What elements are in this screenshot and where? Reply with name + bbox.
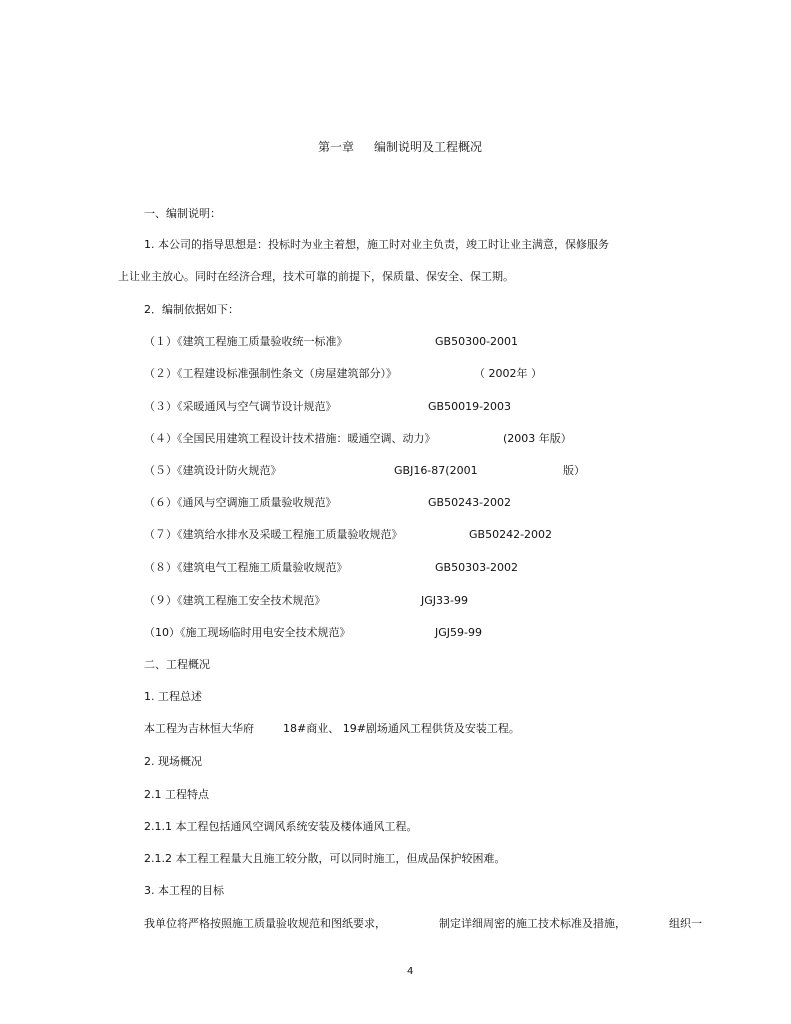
reference-code: (2003 年版） <box>503 432 572 445</box>
section-heading-1: 一、编制说明： <box>144 207 221 220</box>
reference-code: GB50303-2002 <box>435 561 519 574</box>
page-number: 4 <box>407 966 414 977</box>
reference-code: GB50242-2002 <box>469 528 553 541</box>
subsection-heading: 3. 本工程的目标 <box>144 884 224 897</box>
project-summary-b: 18#商业、 19#剧场通风工程供货及安装工程。 <box>283 722 520 735</box>
section-heading-2: 二、工程概况 <box>144 658 210 671</box>
reference-name: （９）《建筑工程施工安全技术规范》 <box>144 594 326 607</box>
reference-name: （６）《通风与空调施工质量验收规范》 <box>144 496 337 509</box>
reference-code: （ 2002年 ） <box>474 367 542 380</box>
reference-name: （１）《建筑工程施工质量验收统一标准》 <box>144 335 348 348</box>
paragraph-1-line-2: 上让业主放心。同时在经济合理，技术可靠的前提下，保质量、保安全、保工期。 <box>118 270 514 283</box>
reference-code: GB50019-2003 <box>428 400 512 413</box>
goal-text-c: 组织一 <box>669 917 702 930</box>
feature-item: 2.1.2 本工程工程量大且施工较分散，可以同时施工，但成品保护较困难。 <box>144 852 506 865</box>
reference-code: GBJ16-87(2001 <box>394 464 478 477</box>
reference-name: （３）《采暖通风与空气调节设计规范》 <box>144 400 337 413</box>
reference-name: （８）《建筑电气工程施工质量验收规范》 <box>144 561 348 574</box>
project-summary-a: 本工程为吉林恒大华府 <box>144 722 254 735</box>
reference-code: JGJ33-99 <box>421 594 468 607</box>
reference-name: （10）《施工现场临时用电安全技术规范》 <box>144 626 351 639</box>
basis-heading: 2．编制依据如下： <box>144 303 239 316</box>
subsection-heading: 2. 现场概况 <box>144 755 202 768</box>
paragraph-1-line-1: 1. 本公司的指导思想是：投标时为业主着想，施工时对业主负责，竣工时让业主满意，保修服务 <box>144 238 609 251</box>
reference-suffix: 版） <box>563 464 585 477</box>
reference-name: （５）《建筑设计防火规范》 <box>144 464 282 477</box>
chapter-title: 编制说明及工程概况 <box>374 140 483 154</box>
goal-text-a: 我单位将严格按照施工质量验收规范和图纸要求， <box>144 917 386 930</box>
subsection-heading: 2.1 工程特点 <box>144 788 209 801</box>
reference-code: JGJ59-99 <box>435 626 482 639</box>
subsection-heading: 1. 工程总述 <box>144 690 202 703</box>
feature-item: 2.1.1 本工程包括通风空调风系统安装及楼体通风工程。 <box>144 820 418 833</box>
reference-name: （２）《工程建设标准强制性条文（房屋建筑部分）》 <box>144 367 397 380</box>
goal-text-b: 制定详细周密的施工技术标准及措施， <box>439 917 626 930</box>
reference-code: GB50243-2002 <box>428 496 512 509</box>
reference-code: GB50300-2001 <box>435 335 519 348</box>
reference-name: （４）《全国民用建筑工程设计技术措施：暖通空调、动力》 <box>144 432 436 445</box>
reference-name: （７）《建筑给水排水及采暖工程施工质量验收规范》 <box>144 528 403 541</box>
chapter-number: 第一章 <box>318 140 355 154</box>
